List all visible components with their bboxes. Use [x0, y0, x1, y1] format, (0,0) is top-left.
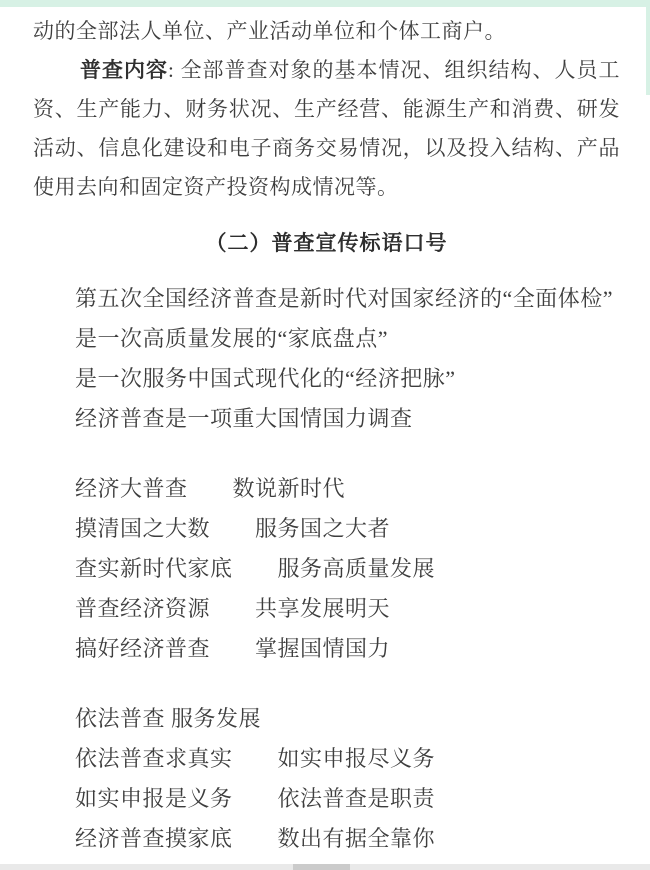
page-right-background-strip: [646, 0, 650, 95]
slogan-line: 是一次高质量发展的“家底盘点”: [75, 326, 389, 351]
slogan-line: 经济普查是一项重大国情国力调查: [75, 406, 413, 431]
slogan-line: 查实新时代家底 服务高质量发展: [75, 556, 436, 581]
slogan-line: 经济大普查 数说新时代: [75, 476, 346, 501]
slogan-group-new-era: [33, 469, 620, 669]
horizontal-scrollbar[interactable]: [0, 864, 650, 870]
slogan-line: 如实申报是义务 依法普查是职责: [75, 786, 436, 811]
horizontal-scrollbar-thumb[interactable]: [293, 864, 350, 870]
slogan-line: 第五次全国经济普查是新时代对国家经济的“全面体检”: [75, 286, 614, 311]
slogan-line: 普查经济资源 共享发展明天: [75, 596, 391, 621]
document-content: [33, 0, 620, 859]
census-content-paragraph: [33, 51, 620, 207]
paragraph-body-text: : 全部普查对象的基本情况、组织结构、人员工资、生产能力、财务状况、生产经营、能源生产和消费、研发活动、信息化建设和电子商务交易情况，以及投入结构、产品使用去向和固定资产投资构成情况等。: [33, 58, 620, 199]
slogan-group-lawful-census: [33, 699, 620, 859]
slogan-line: 是一次服务中国式现代化的“经济把脉”: [75, 366, 456, 391]
section-heading: （二）普查宣传标语口号: [205, 231, 448, 255]
slogan-line: 经济普查摸家底 数出有据全靠你: [75, 826, 436, 851]
slogan-group-census-significance: [33, 279, 620, 439]
paragraph-continuation-line: 动的全部法人单位、产业活动单位和个体工商户。: [33, 19, 506, 43]
slogan-line: 摸清国之大数 服务国之大者: [75, 516, 391, 541]
paragraph-bold-label: 普查内容: [80, 58, 168, 82]
slogan-line: 依法普查求真实 如实申报尽义务: [75, 746, 436, 771]
slogan-line: 搞好经济普查 掌握国情国力: [75, 636, 391, 661]
slogan-line: 依法普查 服务发展: [75, 706, 262, 731]
